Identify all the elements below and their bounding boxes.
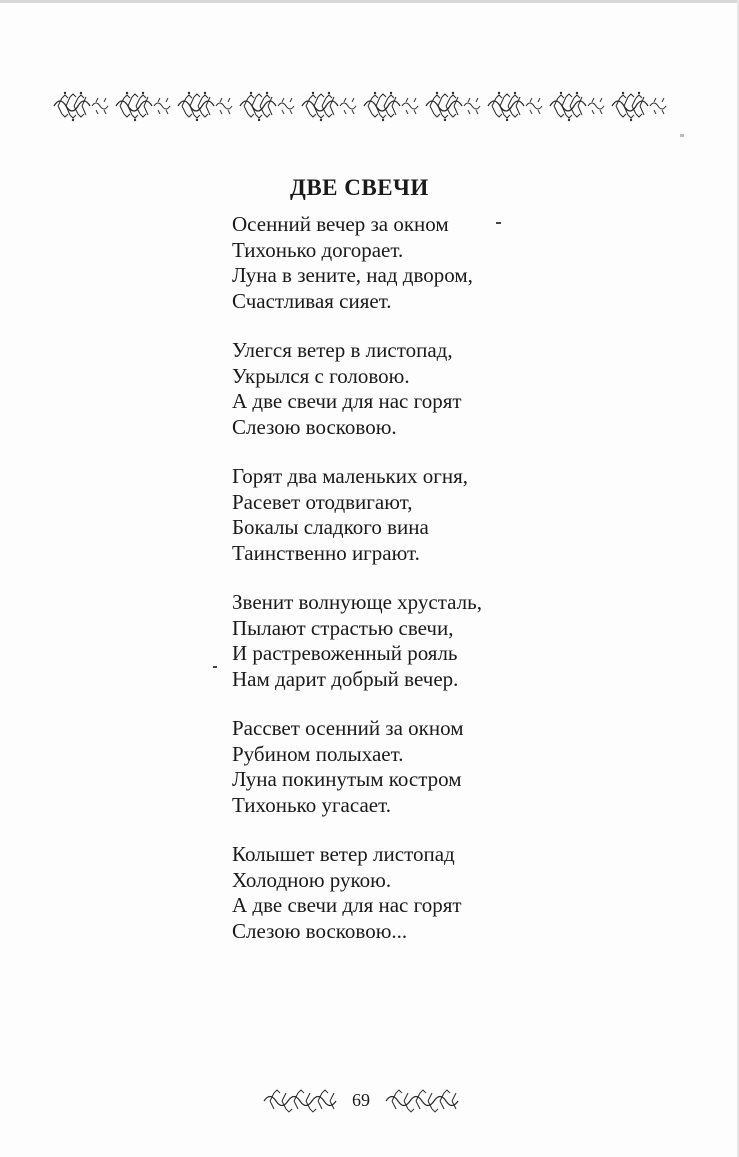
stanza-6 bbox=[232, 842, 552, 944]
poem-line: Нам дарит добрый вечер. bbox=[232, 666, 459, 691]
poem-line: Звенит волнующе хрусталь, bbox=[232, 590, 482, 614]
poem-line: А две свечи для нас горят bbox=[232, 389, 462, 413]
poem-line: Расевет отодвигают, bbox=[232, 489, 413, 514]
page-top-edge bbox=[0, 0, 739, 3]
poem-line: Осенний вечер за окном bbox=[232, 212, 449, 236]
poem-line: Тихонько угасает. bbox=[232, 792, 391, 817]
bottom-left-ornament-icon bbox=[262, 1082, 340, 1120]
stanza-4 bbox=[232, 590, 552, 692]
poem-body bbox=[232, 212, 552, 968]
scan-speck bbox=[680, 134, 684, 137]
poem-line: Бокалы сладкого вина bbox=[232, 515, 429, 539]
poem-line: А две свечи для нас горят bbox=[232, 893, 462, 917]
stanza-3 bbox=[232, 464, 552, 566]
stanza-1 bbox=[232, 212, 552, 314]
page-number: 69 bbox=[352, 1090, 370, 1110]
poem-line: Улегся ветер в листопад, bbox=[232, 338, 453, 362]
poem-line: Пылают страстью свечи, bbox=[232, 615, 454, 640]
top-ornament-border-icon bbox=[52, 84, 678, 128]
poem-line: Слезою восковою... bbox=[232, 918, 408, 943]
poem-title: ДВЕ СВЕЧИ bbox=[290, 175, 429, 201]
poem-line: Луна в зените, над двором, bbox=[232, 263, 473, 287]
poem-line: Укрылся с головою. bbox=[232, 363, 410, 388]
poem-line: Колышет ветер листопад bbox=[232, 842, 455, 866]
stanza-5 bbox=[232, 716, 552, 818]
poem-line: Горят два маленьких огня, bbox=[232, 464, 468, 488]
poem-line: Тихонько догорает. bbox=[232, 237, 404, 262]
bottom-right-ornament-icon bbox=[384, 1082, 462, 1120]
poem-line: Рассвет осенний за окном bbox=[232, 716, 464, 740]
poem-line: Рубином полыхает. bbox=[232, 741, 404, 766]
poem-line: Слезою восковою. bbox=[232, 414, 397, 439]
scan-speck bbox=[213, 666, 217, 668]
poem-line: Луна покинутым костром bbox=[232, 767, 462, 791]
poem-line: Счастливая сияет. bbox=[232, 288, 392, 313]
scan-speck bbox=[496, 222, 501, 224]
stanza-2 bbox=[232, 338, 552, 440]
poem-line: Холодною рукою. bbox=[232, 867, 392, 892]
poem-line: И растревоженный рояль bbox=[232, 641, 458, 665]
poem-line: Таинственно играют. bbox=[232, 540, 420, 565]
